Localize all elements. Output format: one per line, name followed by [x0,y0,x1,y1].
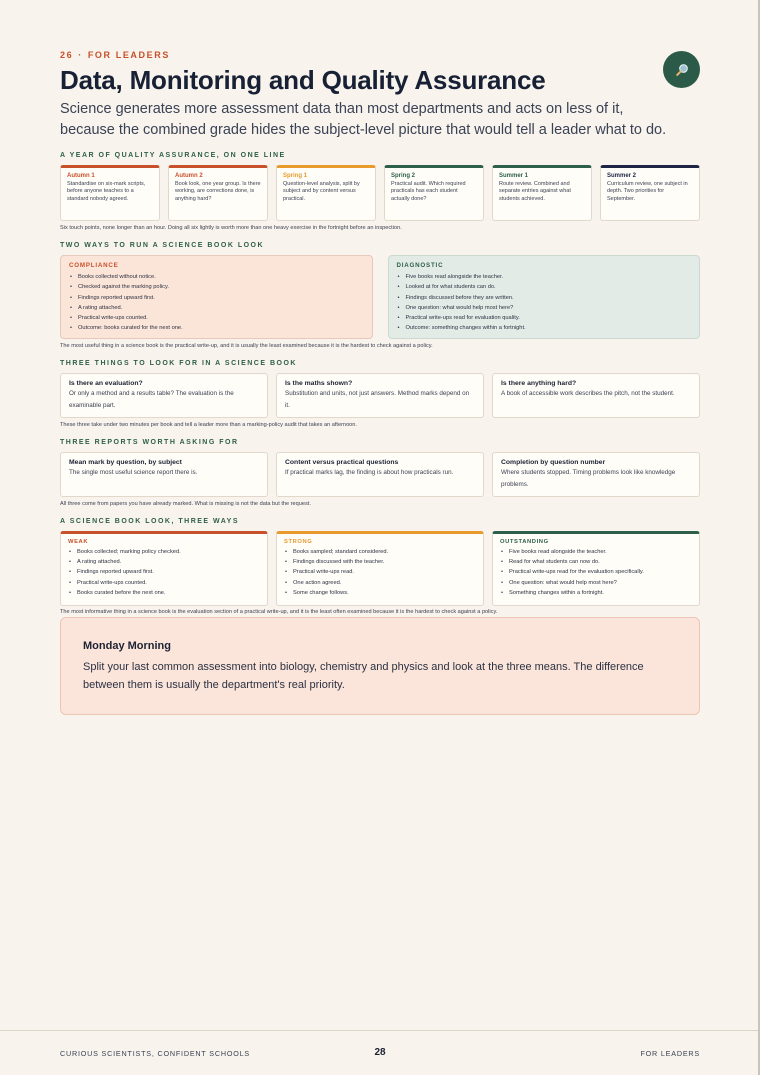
list-item: • Findings reported upward first. [68,567,260,577]
look-for-card [492,373,700,418]
year-card-title: Summer 1 [499,173,529,179]
book-look-card [492,531,700,606]
list-item: • Checked against the marking policy. [69,282,364,292]
three-things-note: These three take under two minutes per book and tell a leader more than a marking-policy audit that takes an afternoon. [60,422,357,428]
list-item: • Practical write-ups read. [284,567,476,577]
report-card-body: If practical marks lag, the finding is about how practicals run. [285,469,454,476]
list-item: • Outcome: books curated for the next one. [69,323,364,333]
page-kicker [60,50,700,60]
book-look-list [68,547,260,598]
list-item: • Books curated before the next one. [68,588,260,598]
year-cards [60,165,700,221]
look-for-card-body: Or only a method and a results table? The evaluation is the examinable part. [69,390,234,409]
year-card-title: Autumn 2 [175,173,203,179]
book-look-list [500,547,692,598]
report-card [492,452,700,497]
book-look-card [276,531,484,606]
diagnostic-panel [388,255,701,339]
page-content [60,50,700,715]
report-card-title: Content versus practical questions [285,459,399,466]
monday-title: Monday Morning [83,640,171,652]
footer-page-number: 28 [374,1047,386,1058]
compliance-label: COMPLIANCE [69,262,119,269]
diagnostic-list [397,272,692,334]
kicker-page-number: 26 [60,50,74,60]
look-for-card-title: Is there an evaluation? [69,380,143,387]
list-item: • Read for what students can now do. [500,557,692,567]
list-item: • Practical write-ups counted. [69,313,364,323]
compliance-list [69,272,364,334]
year-card-body: Practical audit. Which required practicals has each student actually done? [391,181,466,202]
look-for-card-body: Substitution and units, not just answers. Method marks depend on it. [285,390,470,409]
year-card [276,165,376,221]
year-card [60,165,160,221]
list-item: • Outcome: something changes within a fortnight. [397,323,692,333]
report-card [60,452,268,497]
year-card-title: Summer 2 [607,173,637,179]
footer-section: FOR LEADERS [640,1049,700,1058]
year-card-title: Spring 2 [391,173,416,179]
list-item: • Practical write-ups read for evaluation quality. [397,313,692,323]
three-things-heading: THREE THINGS TO LOOK FOR IN A SCIENCE BOOK [60,360,297,367]
year-card-title: Spring 1 [283,173,308,179]
report-card-body: Where students stopped. Timing problems look like knowledge problems. [501,469,676,488]
year-heading: A YEAR OF QUALITY ASSURANCE, ON ONE LINE [60,152,286,159]
list-item: • Findings discussed with the teacher. [284,557,476,567]
year-card [168,165,268,221]
year-card-body: Question-level analysis, split by subject and by content versus practical. [283,181,360,202]
three-ways-heading: A SCIENCE BOOK LOOK, THREE WAYS [60,518,239,525]
page-title: Data, Monitoring and Quality Assurance [60,65,546,95]
page-footer [60,1047,700,1061]
list-item: • One action agreed. [284,578,476,588]
list-item: • One question: what would help most here? [500,578,692,588]
list-item: • Looked at for what students can do. [397,282,692,292]
book-look-list [284,547,476,598]
list-item: • Books sampled; standard considered. [284,547,476,557]
year-card-body: Standardise on six-mark scripts, before anyone teaches to a standard nobody agreed. [67,181,146,202]
report-card-title: Mean mark by question, by subject [69,459,182,466]
list-item: • Some change follows. [284,588,476,598]
list-item: • Something changes within a fortnight. [500,588,692,598]
two-ways-panels [60,255,700,339]
monday-body: Split your last common assessment into biology, chemistry and physics and look at the three means. The difference between them is usually the department's real priority. [83,661,644,691]
year-card [384,165,484,221]
diagnostic-label: DIAGNOSTIC [396,262,444,269]
three-things-cards [60,373,700,418]
compliance-panel [60,255,373,339]
kicker-separator: · [78,50,83,60]
three-ways-note: The most informative thing in a science book is the evaluation section of a practical write-up, and it is the least often examined because it is the hardest to check against a policy. [60,609,498,615]
reports-cards [60,452,700,497]
search-button[interactable] [663,51,700,88]
look-for-card [276,373,484,418]
footer-book-title: CURIOUS SCIENTISTS, CONFIDENT SCHOOLS [60,1049,251,1058]
list-item: • One question: what would help most here? [397,303,692,313]
report-card [276,452,484,497]
report-card-body: The single most useful science report there is. [69,469,198,476]
reports-note: All three come from papers you have already marked. What is missing is not the data but the request. [60,501,311,507]
monday-morning-box [60,617,700,715]
look-for-card-title: Is there anything hard? [501,380,577,387]
book-look-card [60,531,268,606]
book-look-label: WEAK [68,539,89,545]
year-card [492,165,592,221]
look-for-card-title: Is the maths shown? [285,380,353,387]
reports-heading: THREE REPORTS WORTH ASKING FOR [60,439,239,446]
look-for-card [60,373,268,418]
footer-divider [0,1030,758,1031]
list-item: • A rating attached. [68,557,260,567]
report-card-title: Completion by question number [501,459,606,466]
list-item: • Findings reported upward first. [69,293,364,303]
kicker-section: FOR LEADERS [87,50,170,60]
book-look-label: STRONG [284,539,313,545]
year-card-body: Curriculum review, one subject in depth. Two priorities for September. [607,181,688,202]
list-item: • A rating attached. [69,303,364,313]
look-for-card-body: A book of accessible work describes the pitch, not the student. [501,390,675,397]
two-ways-note: The most useful thing in a science book is the practical write-up, and it is usually the least examined because it is the hardest to check against a policy. [60,343,433,349]
book-look-label: OUTSTANDING [500,539,549,545]
list-item: • Five books read alongside the teacher. [500,547,692,557]
list-item: • Findings discussed before they are written. [397,293,692,303]
list-item: • Books collected; marking policy checked. [68,547,260,557]
three-ways-cards [60,531,700,606]
list-item: • Five books read alongside the teacher. [397,272,692,282]
magnifier-icon [675,63,689,77]
year-card-body: Book look, one year group. Is there working, are corrections done, is anything hard? [175,181,261,202]
list-item: • Books collected without notice. [69,272,364,282]
year-card-body: Route review. Combined and separate entries against what students achieved. [499,181,571,202]
page-lede: Science generates more assessment data than most departments and acts on less of it, because the combined grade hides the subject-level picture that would tell a leader what to do. [60,101,667,138]
list-item: • Practical write-ups counted. [68,578,260,588]
list-item: • Practical write-ups read for the evaluation specifically. [500,567,692,577]
year-note: Six touch points, none longer than an hour. Doing all six lightly is worth more than one heavy exercise in the fortnight before an inspection. [60,225,402,231]
year-card-title: Autumn 1 [67,173,95,179]
year-card [600,165,700,221]
two-ways-heading: TWO WAYS TO RUN A SCIENCE BOOK LOOK [60,242,265,249]
